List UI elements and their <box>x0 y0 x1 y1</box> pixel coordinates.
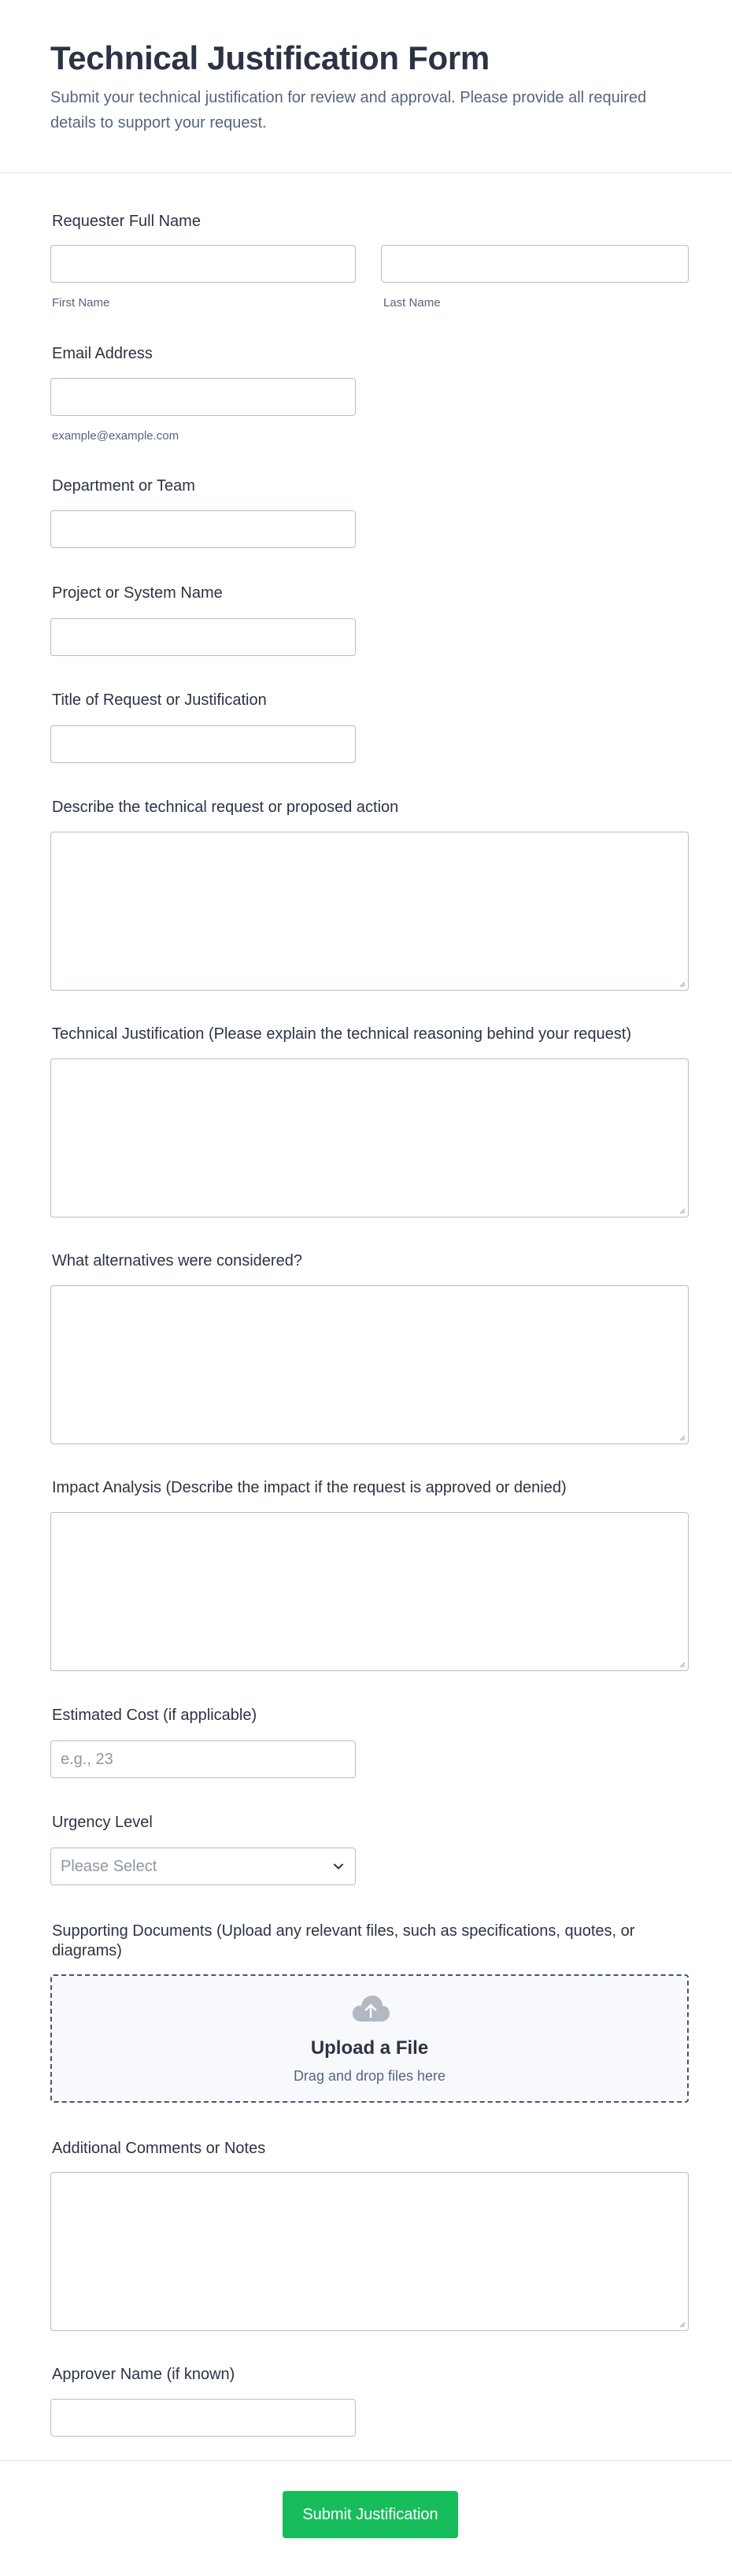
resize-grip-icon[interactable] <box>678 2320 686 2328</box>
impact-label: Impact Analysis (Describe the impact if the request is approved or denied) <box>52 1479 567 1496</box>
urgency-select-value: Please Select <box>61 1858 157 1875</box>
cost-input[interactable]: e.g., 23 <box>50 1740 356 1778</box>
email-sublabel: example@example.com <box>52 429 179 443</box>
chevron-down-icon <box>331 1859 346 1874</box>
page-subtitle: Submit your technical justification for review and approval. Please provide all required details to support your request. <box>50 89 647 132</box>
submit-button[interactable]: Submit Justification <box>283 2491 458 2538</box>
page-title: Technical Justification Form <box>50 39 490 76</box>
approver-label: Approver Name (if known) <box>52 2366 235 2383</box>
department-label: Department or Team <box>52 477 195 495</box>
project-label: Project or System Name <box>52 584 223 602</box>
form-header <box>0 0 732 173</box>
description-textarea[interactable] <box>50 832 689 991</box>
project-input[interactable] <box>50 618 356 656</box>
comments-label: Additional Comments or Notes <box>52 2140 266 2157</box>
last-name-sublabel: Last Name <box>383 296 441 309</box>
justification-label: Technical Justification (Please explain the technical reasoning behind your request) <box>52 1025 631 1043</box>
first-name-sublabel: First Name <box>52 296 110 309</box>
resize-grip-icon[interactable] <box>678 1433 686 1441</box>
request-title-label: Title of Request or Justification <box>52 691 267 709</box>
alternatives-textarea[interactable] <box>50 1285 689 1444</box>
justification-textarea[interactable] <box>50 1058 689 1218</box>
impact-textarea[interactable] <box>50 1512 689 1671</box>
email-input[interactable] <box>50 378 356 416</box>
documents-label: Supporting Documents (Upload any relevant files, such as specifications, quotes, or diagrams) <box>52 1922 635 1959</box>
footer-divider <box>0 2460 732 2461</box>
approver-input[interactable] <box>50 2399 356 2437</box>
resize-grip-icon[interactable] <box>678 1206 686 1214</box>
department-input[interactable] <box>50 510 356 548</box>
first-name-input[interactable] <box>50 245 356 283</box>
resize-grip-icon[interactable] <box>678 1660 686 1668</box>
cloud-upload-icon <box>351 1995 390 2023</box>
cost-label: Estimated Cost (if applicable) <box>52 1707 257 1724</box>
request-title-input[interactable] <box>50 725 356 763</box>
upload-hint: Drag and drop files here <box>293 2068 446 2084</box>
urgency-label: Urgency Level <box>52 1814 153 1831</box>
comments-textarea[interactable] <box>50 2172 689 2331</box>
full-name-label: Requester Full Name <box>52 213 201 230</box>
email-label: Email Address <box>52 345 153 362</box>
upload-title: Upload a File <box>310 2037 429 2059</box>
file-upload-dropzone[interactable] <box>50 1974 689 2103</box>
resize-grip-icon[interactable] <box>678 980 686 988</box>
description-label: Describe the technical request or proposed action <box>52 799 399 816</box>
last-name-input[interactable] <box>381 245 689 283</box>
urgency-select[interactable] <box>50 1848 356 1885</box>
alternatives-label: What alternatives were considered? <box>52 1252 302 1269</box>
